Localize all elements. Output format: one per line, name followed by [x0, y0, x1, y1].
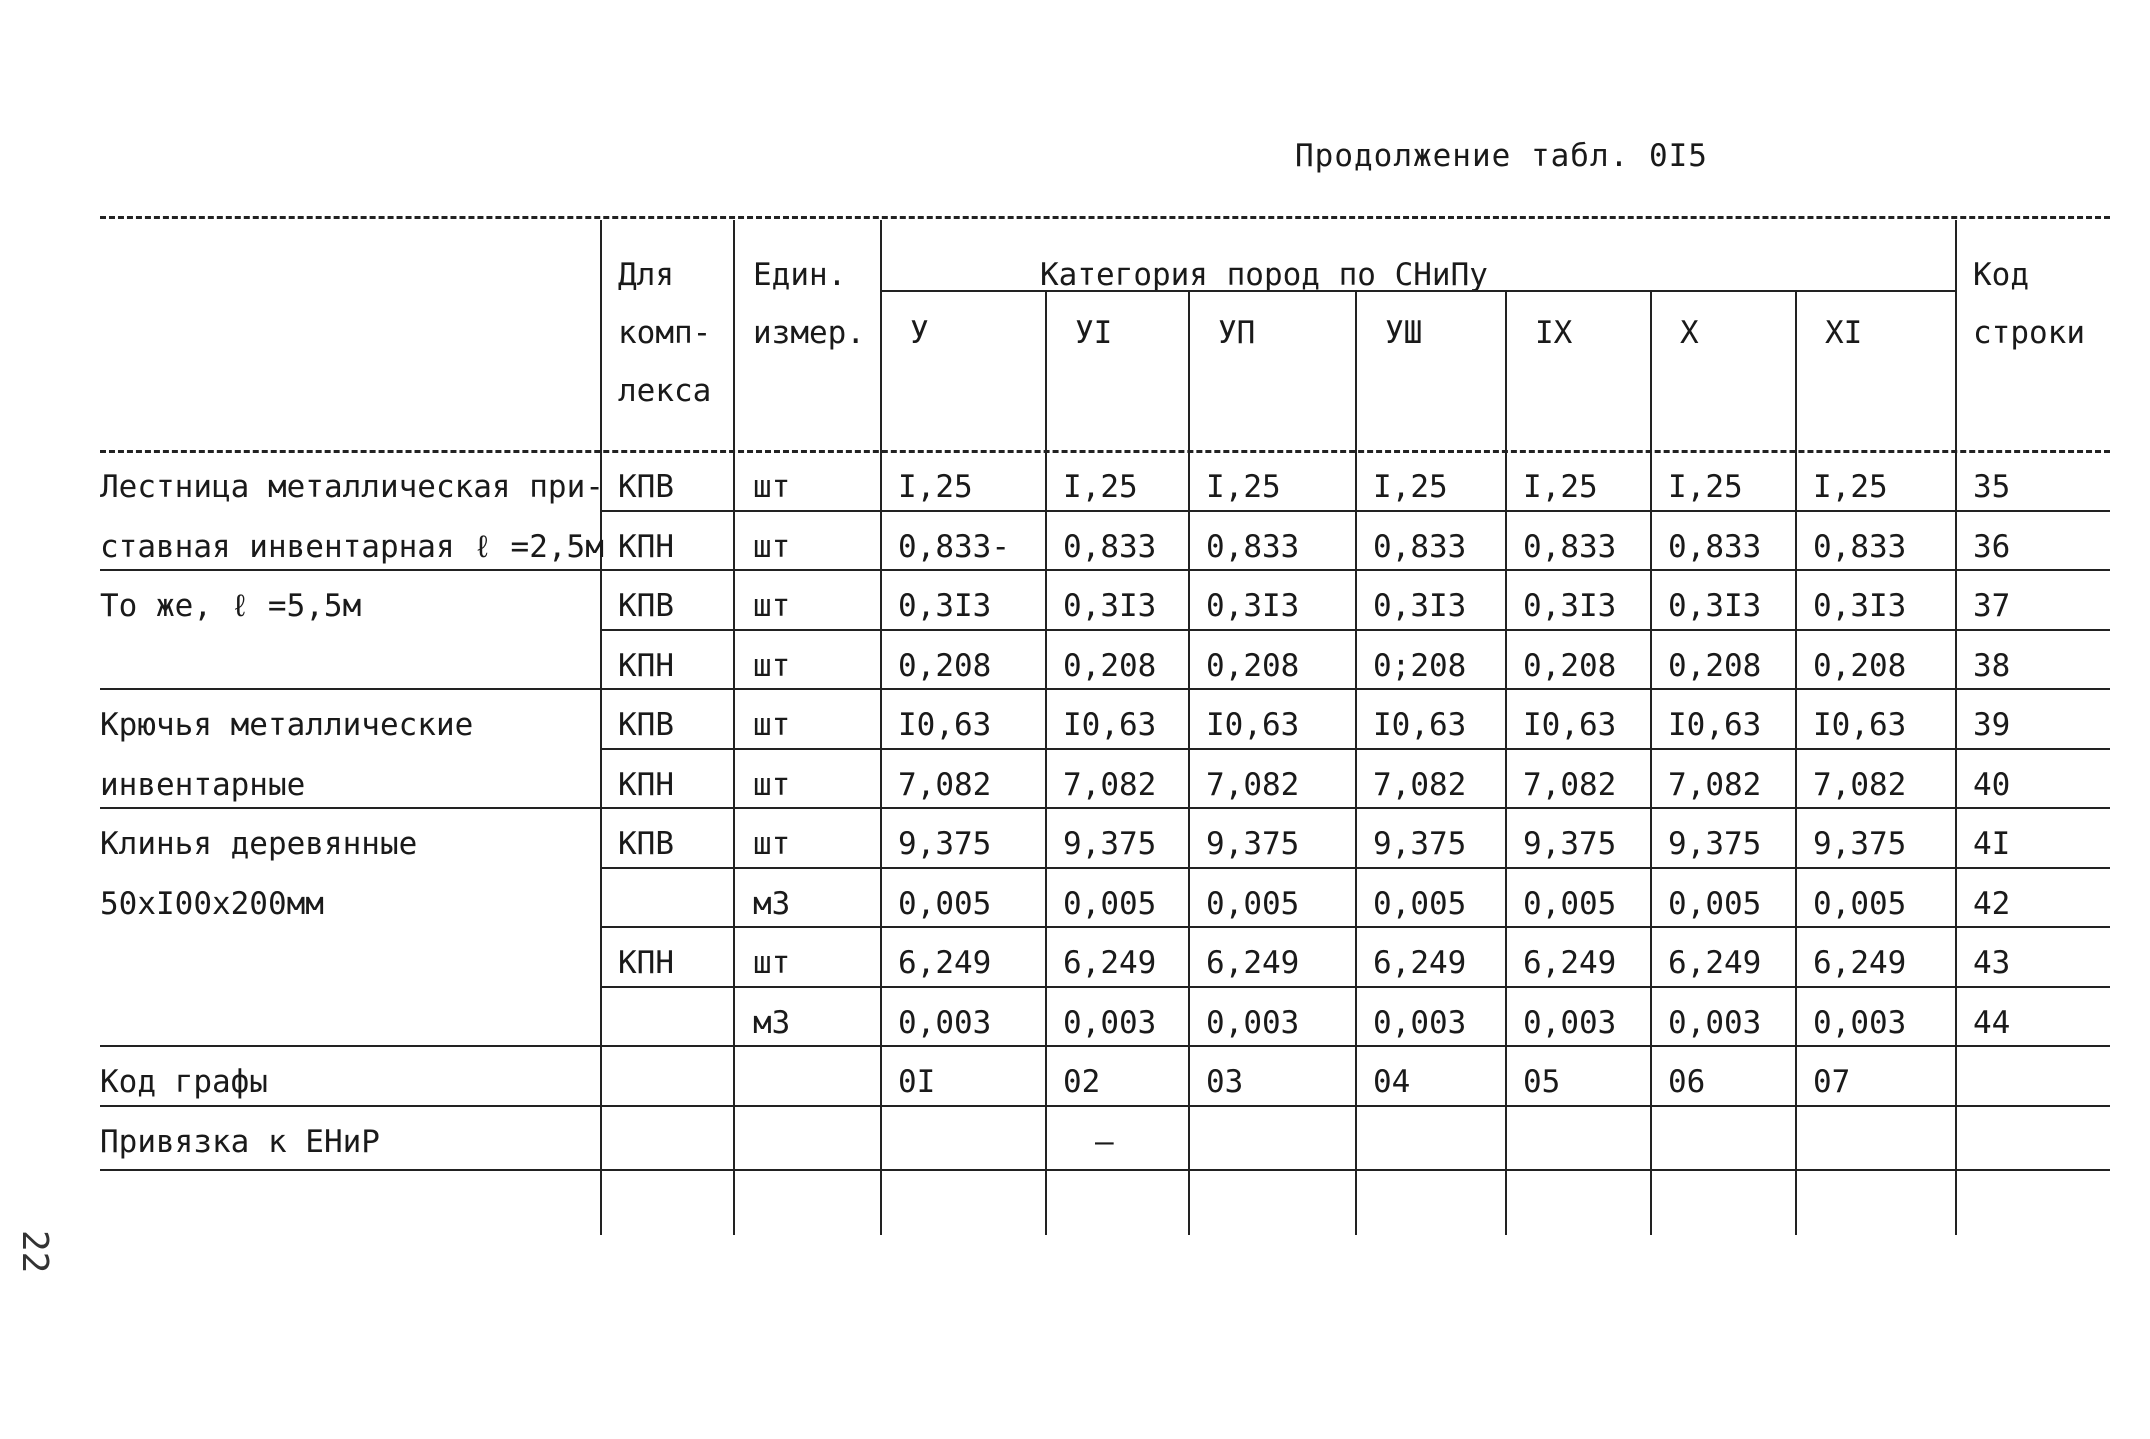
row-code-cell: 4I [1973, 826, 2011, 862]
row-name-cell: Клинья деревянные [100, 826, 418, 862]
row-value-cell: 0,003 [1373, 1004, 1467, 1041]
table-bottom-rule [100, 1169, 2110, 1171]
row-complex-cell: КПН [618, 528, 674, 565]
row-separator [600, 867, 2110, 869]
page-number: 22 [14, 1230, 55, 1274]
row-value-cell: 0,005 [1523, 885, 1617, 922]
row-value-cell: 9,375 [1813, 826, 1907, 862]
row-complex-cell: КПВ [618, 588, 674, 624]
row-name-cell: Лестница металлическая при- [100, 469, 604, 505]
row-complex-cell: КПН [618, 766, 674, 803]
graph-code-cell: 07 [1813, 1064, 1851, 1100]
column-divider [1355, 290, 1357, 1235]
row-value-cell: I,25 [1373, 469, 1448, 505]
graph-code-cell: 06 [1668, 1064, 1706, 1100]
row-value-cell: I,25 [898, 469, 973, 505]
column-divider [1045, 290, 1047, 1235]
row-name-cell: Крючья металлические [100, 707, 474, 743]
row-value-cell: 0,208 [898, 647, 992, 684]
row-value-cell: 0,003 [1063, 1004, 1157, 1041]
header-category-3-cell: УП [1218, 315, 1256, 351]
row-value-cell: 7,082 [1668, 766, 1762, 803]
row-code-cell: 42 [1973, 885, 2011, 922]
table-continuation-title: Продолжение табл. 0I5 [1295, 138, 1708, 174]
row-unit-cell: шт [753, 766, 791, 803]
row-value-cell: 7,082 [1206, 766, 1300, 803]
row-value-cell: I0,63 [1063, 707, 1157, 743]
row-value-cell: 6,249 [1668, 945, 1762, 981]
header-category-6-cell: X [1680, 315, 1699, 351]
row-value-cell: 0,005 [1373, 885, 1467, 922]
row-value-cell: 0,208 [1813, 647, 1907, 684]
graph-code-cell: 0I [898, 1064, 936, 1100]
row-code-cell: 43 [1973, 945, 2011, 981]
graph-code-label-cell: Код графы [100, 1064, 268, 1100]
column-divider [880, 220, 882, 1235]
row-value-cell: I,25 [1206, 469, 1281, 505]
row-value-cell: 0,833 [1813, 528, 1907, 565]
row-value-cell: 9,375 [1063, 826, 1157, 862]
column-divider [1188, 290, 1190, 1235]
row-value-cell: 0,208 [1063, 647, 1157, 684]
row-value-cell: 0,3I3 [1063, 588, 1157, 624]
row-code-cell: 40 [1973, 766, 2011, 803]
enir-label-cell: Привязка к ЕНиР [100, 1123, 380, 1160]
row-name-cell: То же, ℓ =5,5м [100, 588, 362, 624]
row-value-cell: 0,833 [1206, 528, 1300, 565]
graph-code-cell: 03 [1206, 1064, 1244, 1100]
header-complex-cell: лекса [618, 373, 712, 409]
row-value-cell: 0,003 [1668, 1004, 1762, 1041]
row-value-cell: 6,249 [1813, 945, 1907, 981]
row-value-cell: 0,208 [1668, 647, 1762, 684]
row-value-cell: 0,005 [1668, 885, 1762, 922]
row-value-cell: 6,249 [898, 945, 992, 981]
row-unit-cell: шт [753, 647, 791, 684]
row-unit-cell: шт [753, 945, 791, 981]
row-complex-cell: КПН [618, 945, 674, 981]
header-category-4-cell: УШ [1385, 315, 1423, 351]
row-value-cell: 6,249 [1063, 945, 1157, 981]
header-category-1-cell: У [910, 315, 929, 351]
row-value-cell: 7,082 [1063, 766, 1157, 803]
row-value-cell: I,25 [1523, 469, 1598, 505]
row-code-cell: 44 [1973, 1004, 2011, 1041]
row-code-cell: 38 [1973, 647, 2011, 684]
row-value-cell: 7,082 [1523, 766, 1617, 803]
row-value-cell: 0,005 [1206, 885, 1300, 922]
row-value-cell: 0,3I3 [1668, 588, 1762, 624]
row-value-cell: 0,833 [1668, 528, 1762, 565]
row-separator [600, 748, 2110, 750]
row-name-cell: ставная инвентарная ℓ =2,5м [100, 528, 604, 565]
graph-code-separator [100, 1105, 2110, 1107]
column-divider [1955, 220, 1957, 1235]
row-unit-cell: шт [753, 826, 791, 862]
row-value-cell: 6,249 [1523, 945, 1617, 981]
row-name-cell: инвентарные [100, 766, 306, 803]
header-unit-cell: измер. [753, 315, 865, 351]
row-value-cell: 0,833 [1063, 528, 1157, 565]
row-value-cell: 0,208 [1523, 647, 1617, 684]
row-value-cell: 6,249 [1373, 945, 1467, 981]
row-value-cell: 0,208 [1206, 647, 1300, 684]
row-value-cell: 0,833 [1523, 528, 1617, 565]
row-unit-cell: шт [753, 707, 791, 743]
header-unit-cell: Един. [753, 257, 847, 293]
row-separator [100, 688, 2110, 690]
row-value-cell: 9,375 [898, 826, 992, 862]
row-value-cell: 0,005 [1813, 885, 1907, 922]
row-value-cell: 9,375 [1668, 826, 1762, 862]
row-value-cell: 0,003 [1813, 1004, 1907, 1041]
row-value-cell: I0,63 [1668, 707, 1762, 743]
row-value-cell: 0;208 [1373, 647, 1467, 684]
row-value-cell: I0,63 [1373, 707, 1467, 743]
header-category-7-cell: XI [1825, 315, 1863, 351]
row-value-cell: 0,833 [1373, 528, 1467, 565]
row-complex-cell: КПВ [618, 469, 674, 505]
row-value-cell: I0,63 [1206, 707, 1300, 743]
row-value-cell: 7,082 [1373, 766, 1467, 803]
row-separator [600, 510, 2110, 512]
graph-code-cell: 02 [1063, 1064, 1101, 1100]
row-value-cell: 7,082 [1813, 766, 1907, 803]
header-complex-cell: комп- [618, 315, 712, 351]
row-unit-cell: шт [753, 469, 791, 505]
graph-code-cell: 04 [1373, 1064, 1411, 1100]
row-value-cell: I,25 [1813, 469, 1888, 505]
row-separator [100, 807, 2110, 809]
enir-value-cell: – [1095, 1123, 1114, 1160]
row-value-cell: 0,003 [1523, 1004, 1617, 1041]
column-divider [1795, 290, 1797, 1235]
row-code-cell: 39 [1973, 707, 2011, 743]
category-underline [880, 290, 1955, 292]
row-separator [600, 986, 2110, 988]
row-separator [600, 926, 2110, 928]
row-value-cell: 0,3I3 [898, 588, 992, 624]
row-value-cell: 9,375 [1523, 826, 1617, 862]
row-value-cell: 0,005 [1063, 885, 1157, 922]
row-value-cell: I0,63 [1813, 707, 1907, 743]
row-complex-cell: КПВ [618, 707, 674, 743]
row-value-cell: I0,63 [898, 707, 992, 743]
column-divider [600, 220, 602, 1235]
column-divider [733, 220, 735, 1235]
header-category-2-cell: УI [1075, 315, 1113, 351]
graph-code-cell: 05 [1523, 1064, 1561, 1100]
row-unit-cell: шт [753, 528, 791, 565]
row-value-cell: 7,082 [898, 766, 992, 803]
row-value-cell: 0,005 [898, 885, 992, 922]
header-category-5-cell: IX [1535, 315, 1573, 351]
row-value-cell: 9,375 [1206, 826, 1300, 862]
header-code-cell: строки [1973, 315, 2085, 351]
row-code-cell: 35 [1973, 469, 2011, 505]
row-value-cell: 0,003 [1206, 1004, 1300, 1041]
row-value-cell: 0,003 [898, 1004, 992, 1041]
row-value-cell: 0,3I3 [1523, 588, 1617, 624]
header-top-rule [100, 216, 2110, 219]
header-code-cell: Код [1973, 257, 2029, 293]
row-value-cell: I0,63 [1523, 707, 1617, 743]
header-bottom-rule [100, 450, 2110, 453]
row-complex-cell: КПВ [618, 826, 674, 862]
row-unit-cell: м3 [753, 1004, 791, 1041]
header-category-cell: Категория пород по СНиПу [1040, 257, 1488, 293]
row-unit-cell: м3 [753, 885, 791, 922]
row-value-cell: 0,833- [898, 528, 1010, 565]
row-unit-cell: шт [753, 588, 791, 624]
row-code-cell: 36 [1973, 528, 2011, 565]
row-separator [600, 629, 2110, 631]
data-table [100, 210, 2110, 1210]
column-divider [1505, 290, 1507, 1235]
row-separator [100, 569, 2110, 571]
row-complex-cell: КПН [618, 647, 674, 684]
row-value-cell: 0,3I3 [1206, 588, 1300, 624]
row-value-cell: 9,375 [1373, 826, 1467, 862]
row-value-cell: 6,249 [1206, 945, 1300, 981]
column-divider [1650, 290, 1652, 1235]
row-value-cell: I,25 [1668, 469, 1743, 505]
row-name-cell: 50xI00x200мм [100, 885, 324, 922]
row-value-cell: I,25 [1063, 469, 1138, 505]
row-value-cell: 0,3I3 [1813, 588, 1907, 624]
header-complex-cell: Для [618, 257, 674, 293]
row-value-cell: 0,3I3 [1373, 588, 1467, 624]
row-code-cell: 37 [1973, 588, 2011, 624]
row-separator [100, 1045, 2110, 1047]
